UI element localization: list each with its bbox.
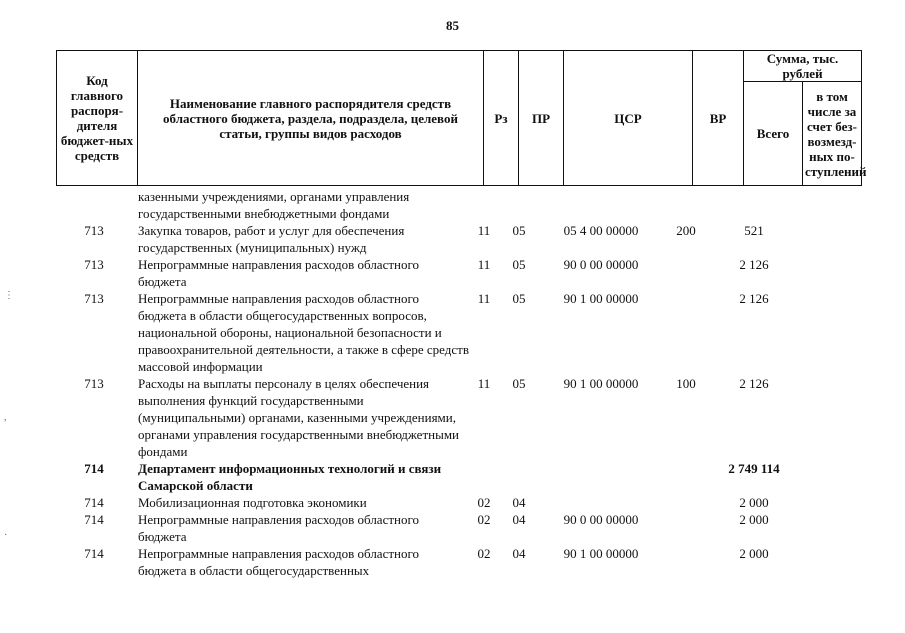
cell-nonrefundable bbox=[799, 460, 862, 494]
cell-total: 2 000 bbox=[739, 495, 769, 510]
table-row bbox=[56, 494, 862, 511]
header-csr: ЦСР bbox=[564, 51, 693, 186]
cell-name: Непрограммные направления расходов областного бюджета bbox=[138, 257, 419, 289]
cell-code: 714 bbox=[84, 461, 104, 476]
cell-nonrefundable bbox=[799, 222, 862, 256]
cell-csr: 05 4 00 00000 bbox=[563, 223, 639, 238]
cell-code: 713 bbox=[84, 223, 104, 238]
header-code: Код главного распоря-дителя бюджет-ных средств bbox=[57, 51, 138, 186]
cell-csr: 90 1 00 00000 bbox=[563, 546, 639, 561]
cell-rz: 02 bbox=[477, 512, 491, 527]
cell-code: 714 bbox=[84, 512, 104, 527]
cell-code: 713 bbox=[84, 257, 104, 272]
cell-nonrefundable bbox=[799, 188, 862, 222]
cell-rz: 11 bbox=[477, 223, 491, 238]
cell-csr bbox=[539, 494, 663, 511]
cell-name: Расходы на выплаты персоналу в целях обеспечения выполнения функций государственными (муниципальными) органами, казенными учреждениями, органами управления государственными внебюджетными фондами bbox=[138, 376, 460, 459]
table-row bbox=[56, 256, 862, 290]
cell-total: 2 000 bbox=[739, 546, 769, 561]
cell-vr bbox=[663, 188, 709, 222]
scan-mark: · bbox=[4, 530, 8, 541]
cell-code: 713 bbox=[84, 291, 104, 306]
cell-vr bbox=[663, 256, 709, 290]
cell-rz: 02 bbox=[477, 546, 491, 561]
table-row bbox=[56, 188, 862, 222]
table-row bbox=[56, 375, 862, 460]
cell-name: Закупка товаров, работ и услуг для обеспечения государственных (муниципальных) нужд bbox=[138, 223, 405, 255]
cell-csr: 90 0 00 00000 bbox=[563, 512, 639, 527]
cell-code: 714 bbox=[84, 546, 104, 561]
header-sum: Сумма, тыс. рублей bbox=[744, 51, 862, 82]
cell-nonrefundable bbox=[799, 256, 862, 290]
cell-rz bbox=[469, 188, 499, 222]
cell-pr bbox=[499, 460, 539, 494]
cell-total: 521 bbox=[744, 223, 764, 238]
cell-code: 713 bbox=[84, 376, 104, 391]
cell-name: Непрограммные направления расходов областного бюджета в области общегосударственных вопросов, национальной обороны, национальной безопасности и правоохранительной деятельности, а также в сфере средств массовой информации bbox=[138, 291, 469, 374]
cell-code: 714 bbox=[84, 495, 104, 510]
header-pr: ПР bbox=[519, 51, 564, 186]
header-vr: ВР bbox=[693, 51, 744, 186]
cell-vr bbox=[663, 494, 709, 511]
scan-mark: ⋮ bbox=[4, 290, 14, 301]
cell-csr: 90 0 00 00000 bbox=[563, 257, 639, 272]
cell-pr: 04 bbox=[512, 512, 526, 527]
table-row bbox=[56, 290, 862, 375]
cell-csr: 90 1 00 00000 bbox=[563, 291, 639, 306]
cell-name: Непрограммные направления расходов областного бюджета bbox=[138, 512, 419, 544]
cell-vr: 100 bbox=[676, 376, 696, 391]
cell-pr: 05 bbox=[512, 223, 526, 238]
table-row bbox=[56, 545, 862, 579]
header-rz: Рз bbox=[484, 51, 519, 186]
cell-nonrefundable bbox=[799, 290, 862, 375]
cell-rz: 11 bbox=[477, 376, 491, 391]
cell-name: Мобилизационная подготовка экономики bbox=[138, 495, 367, 510]
cell-rz: 11 bbox=[477, 257, 491, 272]
cell-pr bbox=[499, 188, 539, 222]
cell-total: 2 126 bbox=[739, 376, 769, 391]
cell-vr bbox=[663, 511, 709, 545]
cell-name: Непрограммные направления расходов областного бюджета в области общегосударственных bbox=[138, 546, 419, 578]
cell-rz bbox=[469, 460, 499, 494]
cell-total: 2 749 114 bbox=[728, 461, 780, 476]
budget-table bbox=[56, 50, 867, 579]
table-row bbox=[56, 460, 862, 494]
table-row bbox=[56, 222, 862, 256]
table-body bbox=[56, 188, 862, 579]
cell-pr: 05 bbox=[512, 376, 526, 391]
cell-vr bbox=[663, 290, 709, 375]
scan-mark: , bbox=[4, 412, 7, 423]
cell-vr: 200 bbox=[676, 223, 696, 238]
cell-nonrefundable bbox=[799, 375, 862, 460]
table-header bbox=[56, 50, 867, 186]
cell-nonrefundable bbox=[799, 545, 862, 579]
page-number: 85 bbox=[446, 18, 459, 33]
cell-total: 2 126 bbox=[739, 291, 769, 306]
cell-rz: 11 bbox=[477, 291, 491, 306]
cell-total bbox=[709, 188, 799, 222]
cell-pr: 05 bbox=[512, 291, 526, 306]
cell-pr: 04 bbox=[512, 495, 526, 510]
cell-vr bbox=[663, 545, 709, 579]
cell-csr bbox=[539, 188, 663, 222]
cell-total: 2 000 bbox=[739, 512, 769, 527]
header-nonrefundable: в том числе за счет без-возмезд-ных по-ступлений bbox=[803, 82, 862, 186]
cell-nonrefundable bbox=[799, 494, 862, 511]
cell-vr bbox=[663, 460, 709, 494]
cell-code bbox=[56, 188, 132, 222]
cell-nonrefundable bbox=[799, 511, 862, 545]
cell-csr bbox=[539, 460, 663, 494]
table-row bbox=[56, 511, 862, 545]
cell-pr: 05 bbox=[512, 257, 526, 272]
header-total: Всего bbox=[744, 82, 803, 186]
cell-csr: 90 1 00 00000 bbox=[563, 376, 639, 391]
header-name: Наименование главного распорядителя средств областного бюджета, раздела, подраздела, целевой статьи, группы видов расходов bbox=[138, 51, 484, 186]
cell-pr: 04 bbox=[512, 546, 526, 561]
cell-name: казенными учреждениями, органами управления государственными внебюджетными фондами bbox=[138, 189, 410, 221]
cell-rz: 02 bbox=[477, 495, 491, 510]
cell-name: Департамент информационных технологий и связи Самарской области bbox=[138, 461, 442, 493]
cell-total: 2 126 bbox=[739, 257, 769, 272]
